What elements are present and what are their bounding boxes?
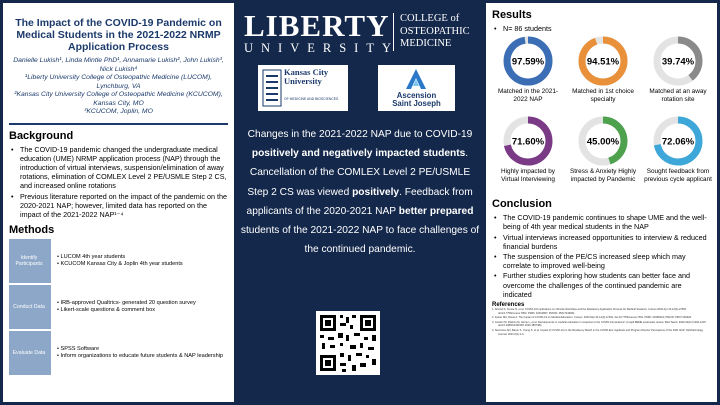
donut-caption: Matched in 1st choice specialty: [572, 88, 634, 103]
center-panel: [236, 3, 484, 402]
donut-caption: Matched in the 2021-2022 NAP: [497, 88, 559, 103]
donut-chart: [642, 35, 714, 115]
reference-item: 2. Feiner MA, Davis A. The Impact of COVID-19 on Medical Education. Cureus. 2020 Mar 31;12(3):e7492. doi:10.7759/cureus.7492. PMID: 32368424; PMCID: PMC7193226.: [492, 316, 692, 320]
donut-svg: [577, 35, 629, 87]
affiliation-1: ¹Liberty University College of Osteopathic Medicine (LUCOM), Lynchburg, VA: [25, 74, 212, 90]
donut-svg: [502, 35, 554, 87]
donut-value-label: 71.60%: [511, 136, 545, 148]
donut-caption: Sought feedback from previous cycle applicant: [644, 168, 712, 183]
methods-item: • KCUCOM Kansas City & Joplin 4th year students: [57, 261, 183, 268]
conclusion-item: • The suspension of the PE/CS increased sleep which may correlate to improved well-being: [492, 252, 711, 270]
methods-step-items: [49, 331, 228, 375]
summary-text: . Cancellation of the COMLEX Level 2 PE/USMLE Step 2 CS was viewed: [247, 148, 471, 198]
key-findings-summary: [238, 125, 482, 259]
results-list: [492, 24, 711, 33]
results-heading: Results: [492, 9, 532, 21]
liberty-wordmark: LIBERTY: [244, 8, 390, 43]
methods-step-label: Evaluate Data: [9, 331, 49, 375]
donut-svg: [652, 35, 704, 87]
kc-wordmark: [284, 68, 328, 86]
donut-caption: Matched at an away rotation site: [649, 88, 707, 103]
kc-line: University: [284, 76, 322, 86]
qr-code[interactable]: [316, 311, 380, 375]
donut-value-label: 97.59%: [511, 56, 545, 68]
donut-value-label: 39.74%: [661, 56, 695, 68]
donut-chart: [492, 35, 564, 115]
kc-subtitle: OF MEDICINE AND BIOSCIENCES: [284, 97, 339, 101]
methods-step: [9, 239, 228, 283]
poster-title: The Impact of the COVID-19 Pandemic on Medical Students in the 2021-2022 NRMP Application Process: [15, 17, 222, 53]
affiliation-3: ³KCUCOM, Joplin, MO: [84, 108, 153, 115]
donut-chart: [567, 35, 639, 115]
donut-caption: Stress & Anxiety Highly impacted by Pandemic: [569, 168, 637, 183]
college-name: [393, 13, 470, 51]
donut-chart: [492, 115, 564, 195]
qr-code-icon: [316, 311, 380, 375]
right-panel: [486, 3, 717, 402]
kc-university-logo: [258, 65, 348, 111]
title-divider: [9, 123, 228, 125]
donut-chart: [642, 115, 714, 195]
background-item: • Previous literature reported on the impact of the pandemic on the 2020-2021 NAP; however, limited data has reported on the impact of the 2021-2022 NAP¹⁻⁴: [9, 192, 228, 220]
author-list: [9, 57, 228, 117]
methods-item: • IRB-approved Qualtrics- generated 20 question survey: [57, 299, 196, 306]
university-wordmark: UNIVERSITY: [244, 41, 399, 55]
college-line: MEDICINE: [400, 38, 452, 49]
donut-svg: [577, 115, 629, 167]
kc-line: Kansas City: [284, 67, 329, 77]
affiliation-2: ²Kansas City University College of Osteopathic Medicine (KCUCOM), Kansas City, MO: [14, 91, 223, 107]
college-line: COLLEGE of: [400, 13, 460, 24]
methods-step-label: Conduct Data: [9, 285, 49, 329]
methods-step-items: [49, 285, 228, 329]
ascension-logo: [378, 65, 455, 111]
background-list: [9, 145, 228, 220]
methods-item: • SPSS Software: [57, 345, 100, 352]
methods-item: • Likert-scale questions & comment box: [57, 307, 156, 314]
reference-item: 4. Sternszus MJ, Baron S, Young S, et al. Impact of COVID-19 on the Residency Match in the COVID Era: Applicant and Program Director Perceptions of the 2021 NAP. Ophthalmology Journal. 2021;6(1):1-6.: [492, 329, 704, 336]
references-heading: References: [492, 302, 525, 309]
summary-text: Changes in the 2021-2022 NAP due to COVID-19: [247, 129, 473, 140]
results-donut-charts: [492, 35, 711, 195]
donut-caption: Highly impacted by Virtual Interviewing: [501, 168, 555, 183]
summary-emphasis: positively: [352, 186, 400, 198]
background-item: • The COVID-19 pandemic changed the undergraduate medical education (UME) NRMP application process (NAP) through the introduction of virtual interviews, suspension/elimination of away rotations, elimination of COMLEX Level 2 PE/USMLE Step 2 CS, and increased online rotations: [9, 145, 228, 191]
methods-step: [9, 331, 228, 375]
authors: Danielle Lukish¹, Linda Mintle PhD¹, Annamarie Lukish², John Lukish³, Nick Lukish⁴: [13, 57, 224, 73]
conclusion-list: [492, 213, 711, 299]
college-line: OSTEOPATHIC: [400, 25, 470, 37]
donut-svg: [652, 115, 704, 167]
methods-heading: Methods: [9, 224, 55, 237]
donut-value-label: 45.00%: [586, 136, 620, 148]
donut-value-label: 94.51%: [586, 56, 620, 68]
methods-step: [9, 285, 228, 329]
background-heading: Background: [9, 129, 74, 142]
reference-item: 3. Gordon M, Patricio M, Horne L, et al. Developments in medical education in response to the COVID-19 pandemic: A rapid BEME systematic review. Med Teach. 2020;42(11):1202-1215. doi:10.1080/0142159X.2020.1807484.: [492, 320, 707, 328]
conclusion-heading: Conclusion: [492, 198, 552, 211]
conclusion-item: • The COVID-19 pandemic continues to shape UME and the well-being of 4th year medical students in the NAP: [492, 213, 711, 231]
methods-step-items: [49, 239, 228, 283]
methods-item: • LUCOM 4th year students: [57, 253, 126, 260]
sample-size: • N= 86 students: [492, 24, 711, 33]
donut-chart: [567, 115, 639, 195]
conclusion-item: • Further studies exploring how students can better face and overcome the challenges of the continued pandemic are indicated: [492, 271, 711, 299]
summary-text: students of the 2021-2022 NAP to face challenges of the continued pandemic.: [240, 225, 480, 256]
kc-logo-icon: [261, 68, 283, 108]
ascension-wordmark: Ascension: [396, 91, 437, 100]
summary-text: . Feedback from applicants of the 2020-2021 NAP: [246, 186, 473, 217]
methods-item: • Inform organizations to educate future students & NAP leadership: [57, 353, 224, 360]
conclusion-item: • Virtual interviews increased opportunities to interview & reduced financial burdens: [492, 233, 711, 251]
donut-value-label: 72.06%: [661, 136, 695, 148]
liberty-logo: [244, 8, 399, 55]
left-panel: [3, 3, 234, 402]
methods-step-label: Identify Participants: [9, 239, 49, 283]
references-list: [492, 308, 711, 336]
methods-flow: [9, 239, 228, 375]
summary-emphasis: better prepared: [398, 205, 474, 217]
donut-svg: [502, 115, 554, 167]
summary-emphasis: positively and negatively impacted students: [251, 148, 466, 160]
reference-item: 1. Ahmed S, Kumar N, et al. COVID-19 Implications on Clinical Clerkships and the Residency Application Process for Medical Students. Cureus 2020 Apr 23;12(4):e7800. doi:10.7759/cureus.7800. PMID: 32461867; PMCID: PMC7243841.: [492, 308, 687, 315]
ascension-icon: [404, 67, 428, 91]
saint-joseph-wordmark: Saint Joseph: [392, 99, 441, 108]
